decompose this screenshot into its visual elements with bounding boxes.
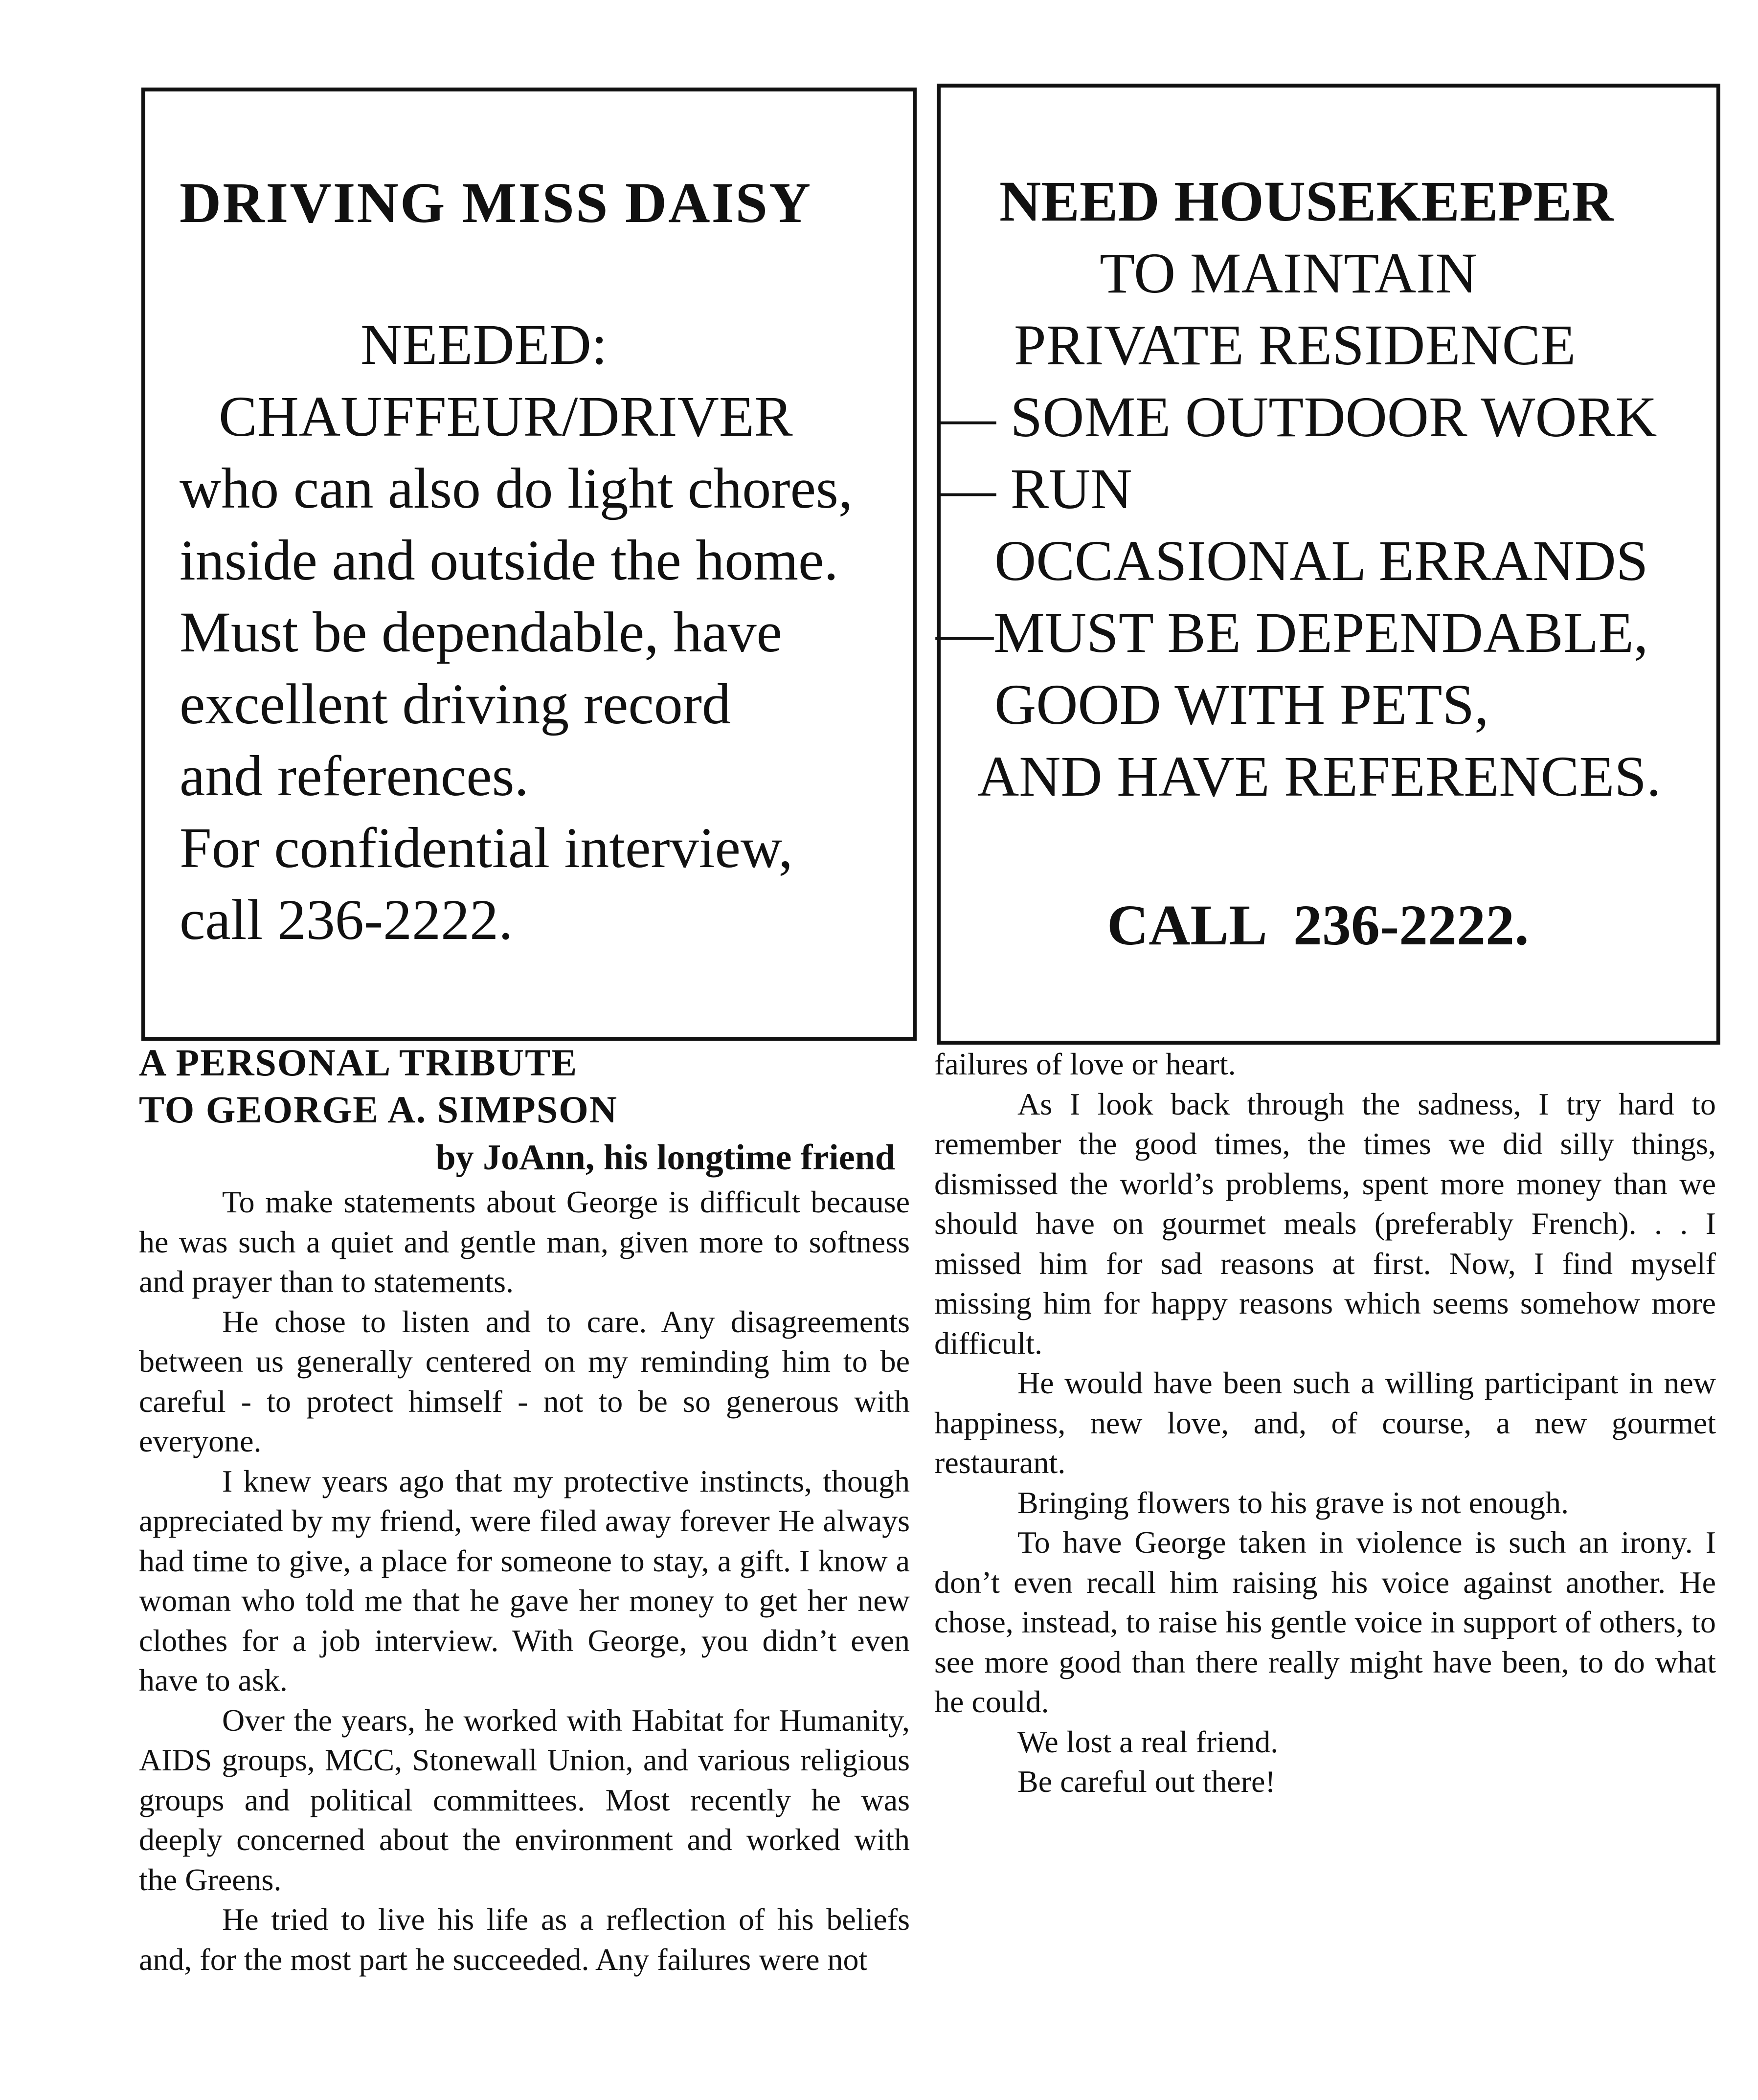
ad-line: CHAUFFEUR/DRIVER	[219, 384, 793, 448]
ad-title: DRIVING MISS DAISY	[180, 171, 812, 235]
article-column-right	[934, 1044, 1716, 1802]
paragraph: To have George taken in violence is such an irony. I don’t even recall him raising his voice against another. He chose, instead, to raise his gentle voice in support of others, to see more good than there really might have been, to do what he could.	[934, 1525, 1716, 1719]
article-byline: by JoAnn, his longtime friend	[435, 1138, 895, 1178]
ad-line: NEEDED:	[361, 313, 608, 377]
ad-line: AND HAVE REFERENCES.	[977, 744, 1661, 808]
ad-call: CALL 236-2222.	[1107, 893, 1529, 957]
ad-driving-miss-daisy	[141, 88, 917, 1041]
ad-line: excellent driving record	[180, 672, 731, 736]
ad-line: For confidential interview,	[180, 816, 793, 880]
ad-line: GOOD WITH PETS,	[994, 672, 1489, 737]
paragraph: Be careful out there!	[1017, 1764, 1276, 1799]
ad-line: inside and outside the home.	[180, 528, 838, 592]
article-heading-line-1: A PERSONAL TRIBUTE	[139, 1041, 578, 1084]
ad-line: — RUN	[938, 457, 1132, 521]
article-heading-line-2: TO GEORGE A. SIMPSON	[139, 1088, 618, 1131]
ad-need-housekeeper	[937, 84, 1720, 1045]
ad-line: PRIVATE RESIDENCE	[1014, 313, 1576, 377]
paragraph: We lost a real friend.	[1017, 1724, 1279, 1759]
ad-line: call 236-2222.	[180, 888, 513, 952]
ad-line: who can also do light chores,	[180, 456, 853, 520]
paragraph: He chose to listen and to care. Any disagreements between us generally centered on my reminding him to be careful - to protect himself - not to be so generous with everyone.	[139, 1304, 910, 1458]
paragraph: Bringing flowers to his grave is not enough.	[1017, 1485, 1569, 1520]
ad-line: and references.	[180, 744, 529, 808]
ad-line: TO MAINTAIN	[1100, 241, 1477, 305]
paragraph: He tried to live his life as a reflection of his beliefs and, for the most part he succeeded. Any failures were not	[139, 1902, 910, 1977]
paragraph: As I look back through the sadness, I try hard to remember the good times, the times we did silly things, dismissed the world’s problems, spent more money than we should have on gourmet meals (preferably French). . . I missed him for sad reasons at first. Now, I find myself missing him for happy reasons which seems somehow more difficult.	[934, 1086, 1716, 1361]
ad-title: NEED HOUSEKEEPER	[999, 169, 1614, 233]
paragraph: To make statements about George is difficult because he was such a quiet and gentle man, given more to softness and prayer than to statements.	[139, 1184, 910, 1299]
article-column-left	[139, 1039, 910, 1979]
ad-line: —MUST BE DEPENDABLE,	[936, 601, 1648, 665]
paragraph: I knew years ago that my protective instincts, though appreciated by my friend, were filed away forever He always had time to give, a place for someone to stay, a gift. I know a woman who told me that he gave her money to get her new clothes for a job interview. With George, you didn’t even have to ask.	[139, 1463, 910, 1698]
paragraph: He would have been such a willing participant in new happiness, new love, and, of course, a new gourmet restaurant.	[934, 1365, 1716, 1480]
ad-line: OCCASIONAL ERRANDS	[994, 529, 1648, 593]
paragraph: failures of love or heart.	[934, 1047, 1236, 1081]
ad-line: Must be dependable, have	[180, 600, 783, 664]
paragraph: Over the years, he worked with Habitat for Humanity, AIDS groups, MCC, Stonewall Union, and various religious groups and political committees. Most recently he was deeply concerned about the environment and worked with the Greens.	[139, 1702, 910, 1897]
ad-line: — SOME OUTDOOR WORK	[938, 385, 1657, 449]
